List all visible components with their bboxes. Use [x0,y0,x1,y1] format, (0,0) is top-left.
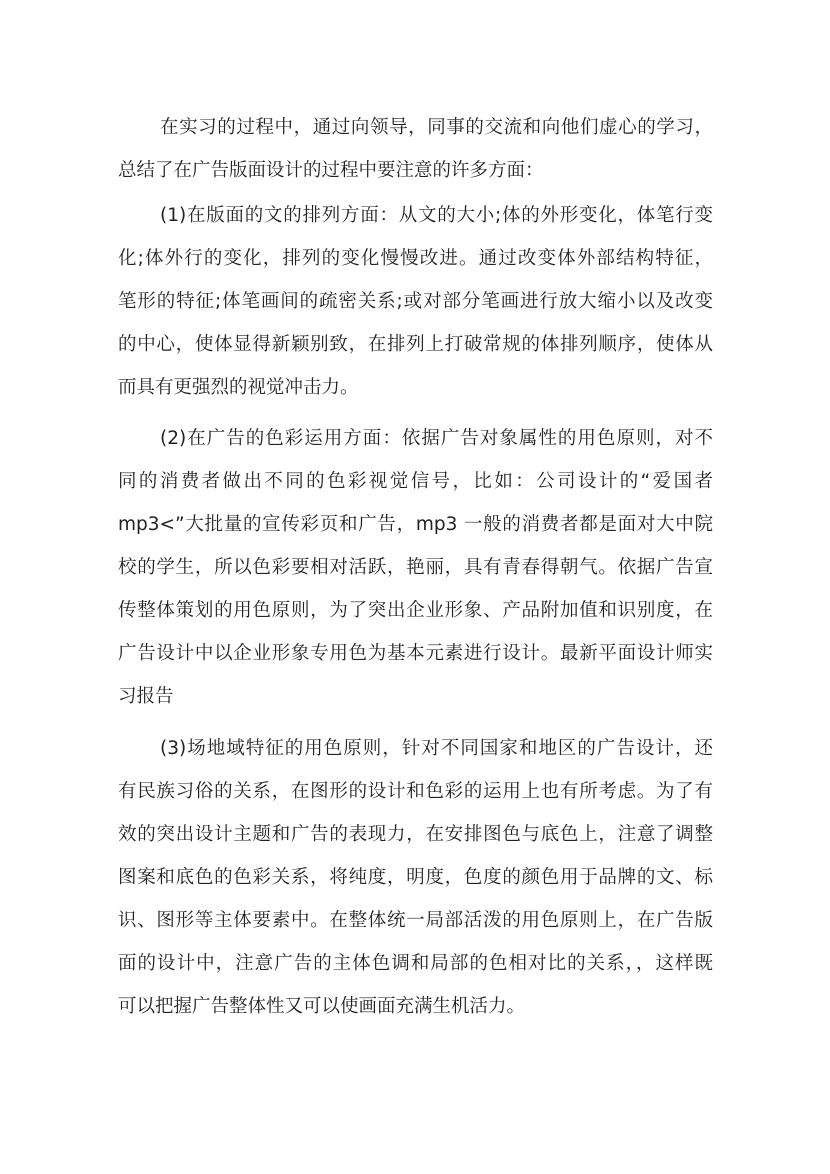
text-line: 效的突出设计主题和广告的表现力，在安排图色与底色上，注意了调整 [118,824,713,845]
paragraph-text-arrangement [118,194,713,409]
paragraph-intro [118,106,713,192]
text-line: 传整体策划的用色原则，为了突出企业形象、产品附加值和识别度，在 [118,600,713,621]
text-line: 图案和底色的色彩关系，将纯度，明度，色度的颜色用于品牌的文、标 [118,867,713,888]
text-line: 可以把握广告整体性又可以使画面充满生机活力。 [118,996,526,1017]
text-line: 校的学生，所以色彩要相对活跃，艳丽，具有青春得朝气。依据广告宣 [118,557,713,578]
text-line: 面的设计中，注意广告的主体色调和局部的色相对比的关系，，这样既 [118,953,713,974]
text-line: 在实习的过程中，通过向领导，同事的交流和向他们虚心的学习， [160,117,713,138]
text-line: 习报告 [118,686,174,707]
text-line: (2)在广告的色彩运用方面：依据广告对象属性的用色原则，对不 [160,428,713,449]
text-line: 同的消费者做出不同的色彩视觉信号，比如：公司设计的“爱国者 [118,471,713,492]
text-line: 广告设计中以企业形象专用色为基本元素进行设计。最新平面设计师实 [118,643,713,664]
text-line: (1)在版面的文的排列方面：从文的大小;体的外形变化，体笔行变 [160,205,713,226]
text-line: 化;体外行的变化，排列的变化慢慢改进。通过改变体外部结构特征， [118,248,713,269]
text-line: 识、图形等主体要素中。在整体统一局部活泼的用色原则上，在广告版 [118,910,713,931]
text-line: mp3<”大批量的宣传彩页和广告，mp3 一般的消费者都是面对大中院 [118,514,713,535]
text-line: 而具有更强烈的视觉冲击力。 [118,377,359,398]
paragraph-regional-color [118,727,713,1028]
text-line: 的中心，使体显得新颖别致，在排列上打破常规的体排列顺序，使体从 [118,334,713,355]
text-line: 有民族习俗的关系，在图形的设计和色彩的运用上也有所考虑。为了有 [118,781,713,802]
text-line: (3)场地域特征的用色原则，针对不同国家和地区的广告设计，还 [160,738,713,759]
paragraph-color-usage [118,417,713,718]
text-line: 总结了在广告版面设计的过程中要注意的许多方面： [118,160,544,181]
text-line: 笔形的特征;体笔画间的疏密关系;或对部分笔画进行放大缩小以及改变 [118,291,713,312]
